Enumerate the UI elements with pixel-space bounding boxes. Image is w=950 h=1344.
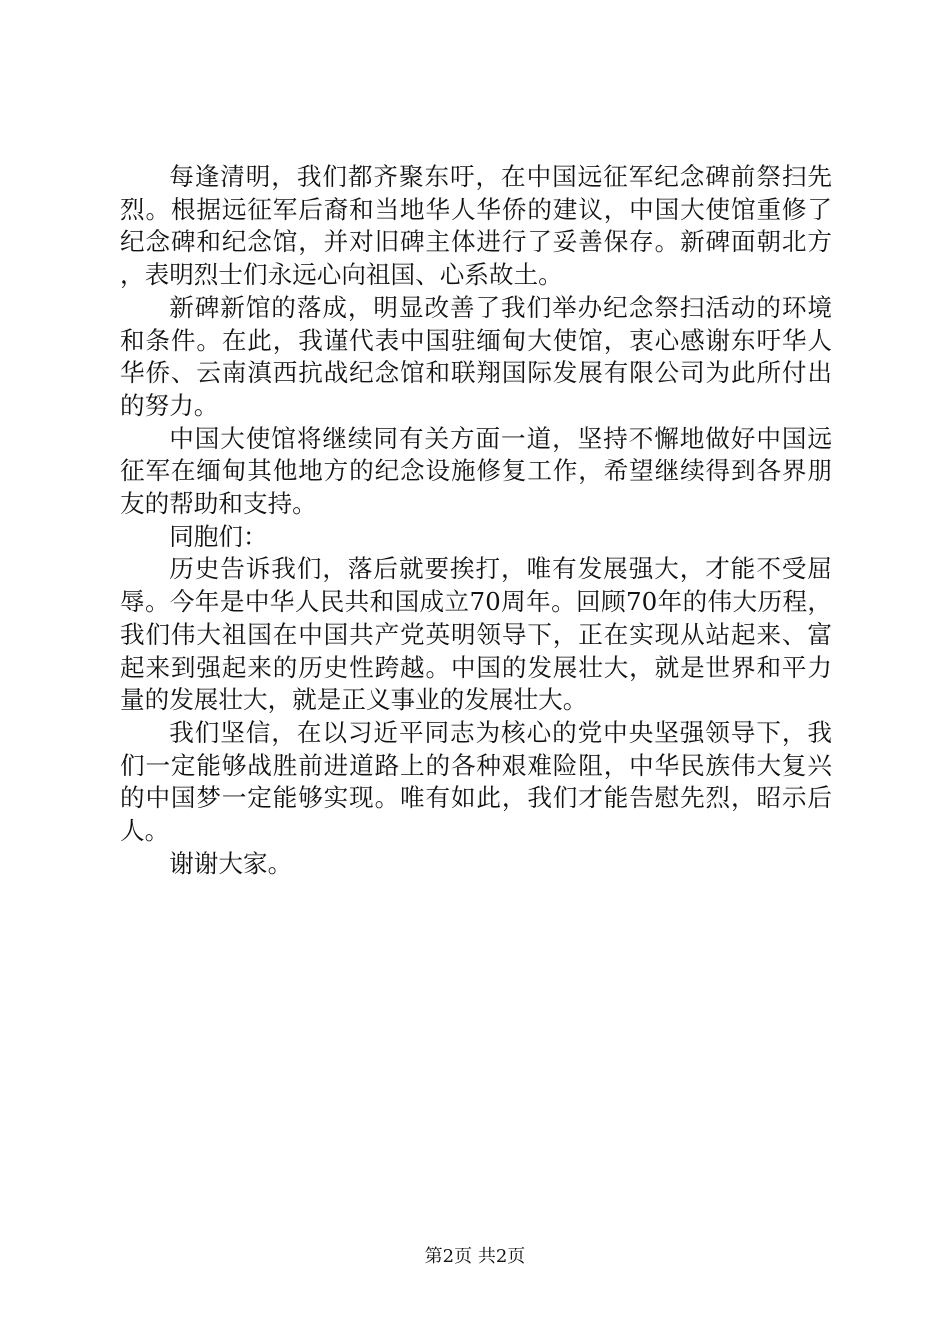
paragraph-embassy-work: 中国大使馆将继续同有关方面一道，坚持不懈地做好中国远征军在缅甸其他地方的纪念设施修复工作，希望继续得到各界朋友的帮助和支持。 (120, 423, 832, 519)
paragraph-history: 历史告诉我们，落后就要挨打，唯有发展强大，才能不受屈辱。今年是中华人民共和国成立70周年。回顾70年的伟大历程，我们伟大祖国在中国共产党英明领导下，正在实现从站起来、富起来到强起来的历史性跨越。中国的发展壮大，就是世界和平力量的发展壮大，就是正义事业的发展壮大。 (120, 554, 832, 715)
paragraph-thanks: 新碑新馆的落成，明显改善了我们举办纪念祭扫活动的环境和条件。在此，我谨代表中国驻缅甸大使馆，衷心感谢东吁华人华侨、云南滇西抗战纪念馆和联翔国际发展有限公司为此所付出的努力。 (120, 292, 832, 420)
paragraph-closing: 谢谢大家。 (169, 848, 293, 878)
paragraph-belief: 我们坚信，在以习近平同志为核心的党中央坚强领导下，我们一定能够战胜前进道路上的各种艰难险阻，中华民族伟大复兴的中国梦一定能够实现。唯有如此，我们才能告慰先烈，昭示后人。 (120, 717, 832, 846)
page-number-footer: 第2页 共2页 (424, 1246, 526, 1267)
paragraph-address: 同胞们： (169, 521, 268, 551)
speech-body (120, 161, 832, 880)
paragraph-memorial: 每逢清明，我们都齐聚东吁，在中国远征军纪念碑前祭扫先烈。根据远征军后裔和当地华人华侨的建议，中国大使馆重修了纪念碑和纪念馆，并对旧碑主体进行了妥善保存。新碑面朝北方，表明烈士们永远心向祖国、心系故土。 (120, 162, 832, 290)
